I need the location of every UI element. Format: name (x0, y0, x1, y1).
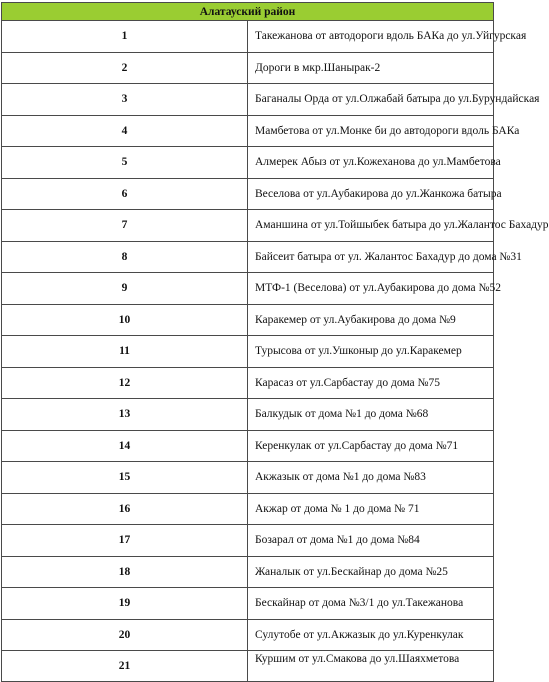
road-description: Бозарал от дома №1 до дома №84 (248, 525, 494, 557)
row-number: 6 (2, 178, 248, 210)
table-row (2, 525, 494, 557)
row-number: 2 (2, 52, 248, 84)
row-number: 15 (2, 462, 248, 494)
row-number: 11 (2, 336, 248, 368)
row-number: 7 (2, 210, 248, 242)
row-number: 14 (2, 430, 248, 462)
road-description: Бескайнар от дома №3/1 до ул.Такежанова (248, 588, 494, 620)
road-description: Мамбетова от ул.Монке би до автодороги вдоль БАКа (248, 115, 494, 147)
road-description: Карасаз от ул.Сарбастау до дома №75 (248, 367, 494, 399)
table-row (2, 178, 494, 210)
road-description: Баганалы Орда от ул.Олжабай батыра до ул.Бурундайская (248, 84, 494, 116)
road-description: Алмерек Абыз от ул.Кожеханова до ул.Мамбетова (248, 147, 494, 179)
road-description: МТФ-1 (Веселова) от ул.Аубакирова до дома №52 (248, 273, 494, 305)
row-number: 5 (2, 147, 248, 179)
table-row (2, 241, 494, 273)
table-row (2, 367, 494, 399)
table-row (2, 336, 494, 368)
row-number: 3 (2, 84, 248, 116)
table-row (2, 399, 494, 431)
table-row (2, 556, 494, 588)
table-body (2, 21, 549, 682)
roads-table (1, 2, 549, 682)
road-description: Дороги в мкр.Шанырак-2 (248, 52, 494, 84)
road-description: Балкудык от дома №1 до дома №68 (248, 399, 494, 431)
table-row (2, 304, 494, 336)
table-row (2, 651, 494, 682)
road-description: Веселова от ул.Аубакирова до ул.Жанкожа батыра (248, 178, 494, 210)
row-number: 21 (2, 651, 248, 682)
table-row (2, 21, 494, 53)
row-number: 20 (2, 619, 248, 651)
table-row (2, 115, 494, 147)
road-description: Каракемер от ул.Аубакирова до дома №9 (248, 304, 494, 336)
row-number: 17 (2, 525, 248, 557)
row-number: 12 (2, 367, 248, 399)
row-number: 4 (2, 115, 248, 147)
row-number: 1 (2, 21, 248, 53)
row-number: 9 (2, 273, 248, 305)
table-row (2, 462, 494, 494)
road-description: Куршим от ул.Смакова до ул.Шаяхметова (248, 651, 494, 682)
row-number: 16 (2, 493, 248, 525)
row-number: 10 (2, 304, 248, 336)
table-row (2, 210, 494, 242)
row-number: 18 (2, 556, 248, 588)
table-row (2, 619, 494, 651)
road-description: Акжар от дома № 1 до дома № 71 (248, 493, 494, 525)
table-row (2, 52, 494, 84)
district-header: Алатауский район (2, 3, 494, 21)
header-row (2, 3, 494, 21)
road-description: Жаналык от ул.Бескайнар до дома №25 (248, 556, 494, 588)
road-description: Акжазык от дома №1 до дома №83 (248, 462, 494, 494)
row-number: 13 (2, 399, 248, 431)
road-description: Турысова от ул.Ушконыр до ул.Каракемер (248, 336, 494, 368)
table-row (2, 430, 494, 462)
table-row (2, 84, 494, 116)
row-number: 19 (2, 588, 248, 620)
road-description: Керенкулак от ул.Сарбастау до дома №71 (248, 430, 494, 462)
road-description: Байсеит батыра от ул. Жалантос Бахадур до дома №31 (248, 241, 494, 273)
road-description: Аманшина от ул.Тойшыбек батыра до ул.Жалантос Бахадур (248, 210, 494, 242)
row-number: 8 (2, 241, 248, 273)
table-row (2, 273, 494, 305)
table-row (2, 493, 494, 525)
road-description: Такежанова от автодороги вдоль БАКа до ул.Уйгурская (248, 21, 494, 53)
table-row (2, 147, 494, 179)
table-row (2, 588, 494, 620)
road-description: Сулутобе от ул.Акжазык до ул.Куренкулак (248, 619, 494, 651)
